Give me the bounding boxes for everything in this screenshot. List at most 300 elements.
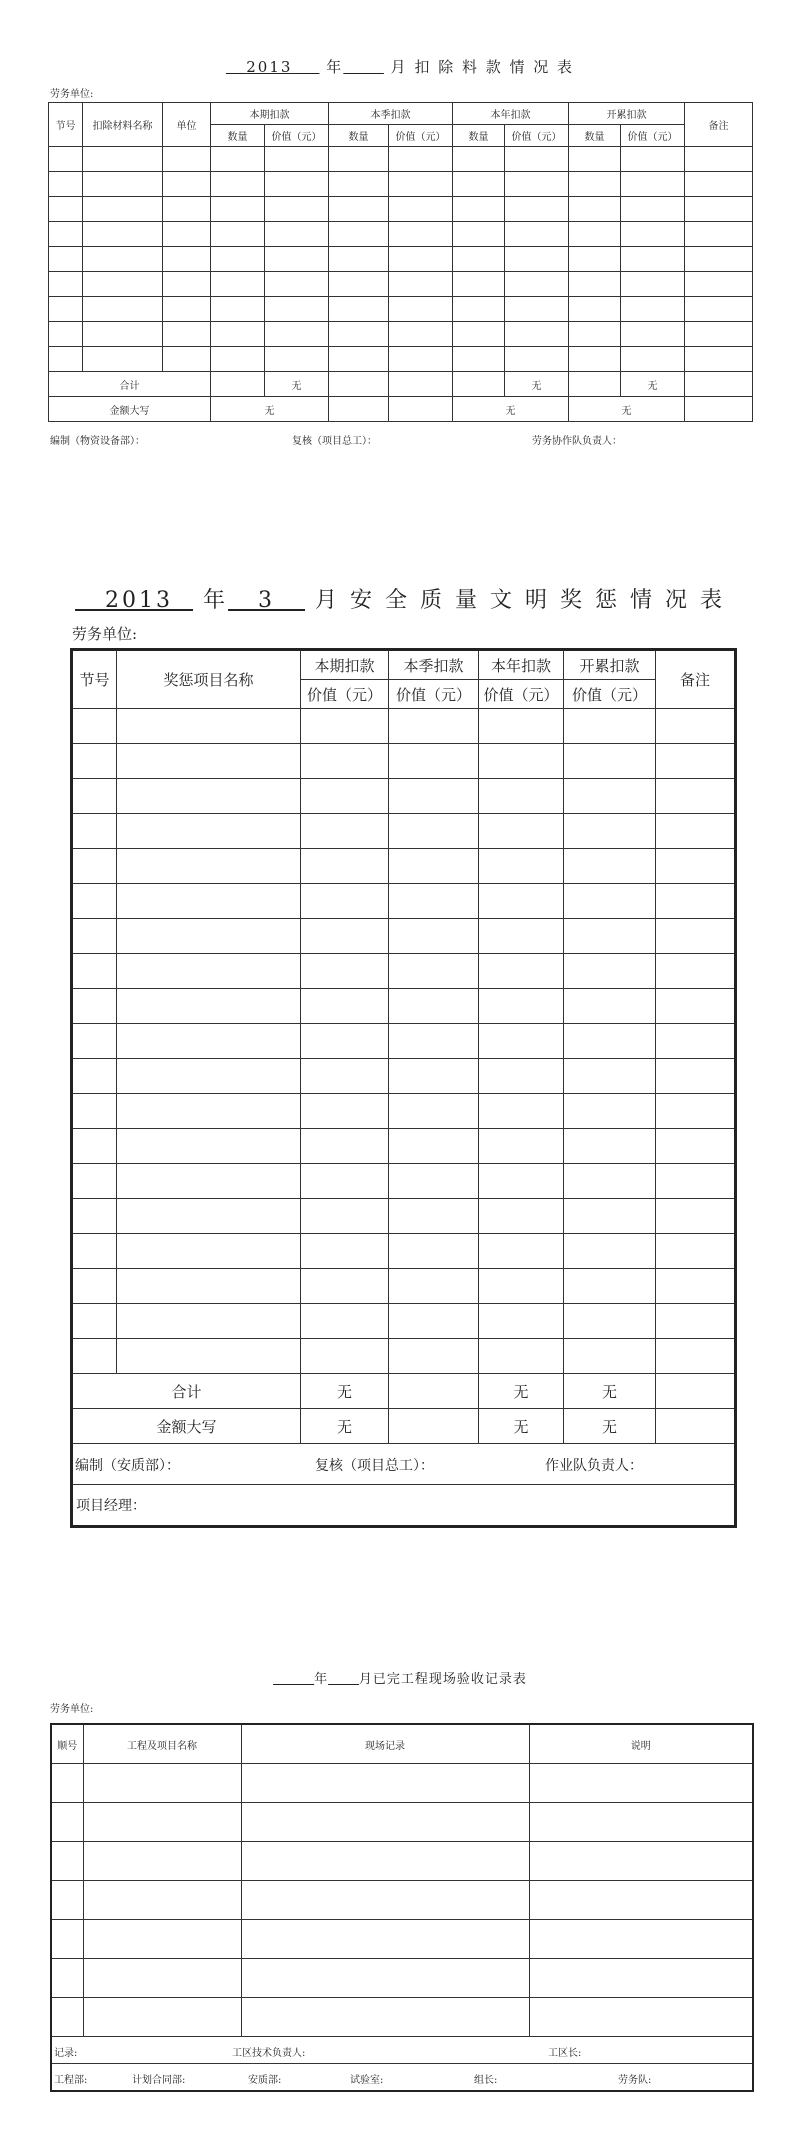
- table3-blank-cell[interactable]: [529, 1842, 753, 1881]
- table2-blank-cell[interactable]: [479, 814, 564, 849]
- table2-blank-cell[interactable]: [301, 989, 389, 1024]
- table2-blank-cell[interactable]: [117, 1339, 301, 1374]
- total-cell[interactable]: [389, 372, 453, 397]
- table2-blank-cell[interactable]: [564, 814, 656, 849]
- table2-blank-cell[interactable]: [389, 709, 479, 744]
- table3-blank-cell[interactable]: [51, 1881, 83, 1920]
- table2-blank-cell[interactable]: [389, 814, 479, 849]
- table2-blank-cell[interactable]: [479, 1304, 564, 1339]
- table2-blank-cell[interactable]: [656, 919, 736, 954]
- table2-title-year: 2013: [105, 588, 174, 613]
- table2-blank-cell[interactable]: [72, 1024, 117, 1059]
- table1-blank-cell[interactable]: [83, 247, 163, 272]
- table2-blank-cell[interactable]: [72, 1199, 117, 1234]
- table1-blank-cell[interactable]: [83, 322, 163, 347]
- table2-blank-cell[interactable]: [72, 1304, 117, 1339]
- table2-blank-cell[interactable]: [564, 919, 656, 954]
- table2-blank-cell[interactable]: [656, 709, 736, 744]
- total-year-value: 无: [479, 1374, 564, 1409]
- table3-footer-contract: 计划合同部:: [132, 2075, 186, 2086]
- table1-blank-cell[interactable]: [685, 272, 753, 297]
- table2-blank-cell[interactable]: [72, 1164, 117, 1199]
- table1-blank-cell[interactable]: [685, 197, 753, 222]
- table3-blank-cell[interactable]: [241, 1959, 529, 1998]
- table2-blank-cell[interactable]: [72, 814, 117, 849]
- table1-blank-cell[interactable]: [569, 147, 621, 172]
- table2-blank-cell[interactable]: [301, 1024, 389, 1059]
- table1-blank-cell[interactable]: [163, 297, 211, 322]
- table2-blank-cell[interactable]: [564, 989, 656, 1024]
- table2-blank-cell[interactable]: [656, 989, 736, 1024]
- table1-blank-cell[interactable]: [685, 222, 753, 247]
- table1-blank-cell[interactable]: [83, 147, 163, 172]
- table1-blank-cell[interactable]: [329, 247, 389, 272]
- table2-blank-cell[interactable]: [301, 744, 389, 779]
- table2-blank-cell[interactable]: [301, 814, 389, 849]
- col-header-quarter: 本季扣款: [389, 650, 479, 680]
- table3-blank-cell[interactable]: [83, 1920, 241, 1959]
- table2-unit-label: 劳务单位:: [72, 625, 138, 643]
- total-cell[interactable]: [685, 372, 753, 397]
- table1-blank-cell[interactable]: [163, 322, 211, 347]
- table2-blank-cell[interactable]: [564, 1339, 656, 1374]
- table1-blank-cell[interactable]: [569, 322, 621, 347]
- table2-blank-cell[interactable]: [389, 779, 479, 814]
- table2-blank-cell[interactable]: [479, 954, 564, 989]
- total-cell[interactable]: [453, 372, 505, 397]
- table2-blank-cell[interactable]: [301, 1129, 389, 1164]
- table1-blank-cell[interactable]: [453, 172, 505, 197]
- table1-blank-cell[interactable]: [49, 197, 83, 222]
- table1-blank-cell[interactable]: [211, 247, 265, 272]
- table1-blank-cell[interactable]: [453, 322, 505, 347]
- table1-blank-cell[interactable]: [569, 197, 621, 222]
- table1-blank-cell[interactable]: [49, 222, 83, 247]
- table2-blank-cell[interactable]: [72, 884, 117, 919]
- table2-blank-cell[interactable]: [479, 989, 564, 1024]
- table2-blank-cell[interactable]: [72, 744, 117, 779]
- table1-blank-cell[interactable]: [211, 222, 265, 247]
- table1-blank-cell[interactable]: [569, 172, 621, 197]
- table1-blank-cell[interactable]: [569, 297, 621, 322]
- table3-blank-cell[interactable]: [241, 1764, 529, 1803]
- table2-blank-cell[interactable]: [117, 884, 301, 919]
- col-header-no: 顺号: [51, 1724, 83, 1764]
- table1-blank-cell[interactable]: [163, 247, 211, 272]
- table2-blank-cell[interactable]: [656, 1024, 736, 1059]
- table2-blank-cell[interactable]: [72, 779, 117, 814]
- table2-blank-cell[interactable]: [564, 1234, 656, 1269]
- table1-blank-cell[interactable]: [265, 247, 329, 272]
- table2-blank-cell[interactable]: [301, 1304, 389, 1339]
- table2-blank-cell[interactable]: [564, 1129, 656, 1164]
- table2-blank-cell[interactable]: [479, 1024, 564, 1059]
- table1-blank-cell[interactable]: [569, 272, 621, 297]
- table2-blank-cell[interactable]: [389, 1234, 479, 1269]
- table2-blank-cell[interactable]: [117, 1094, 301, 1129]
- table3-blank-cell[interactable]: [529, 1920, 753, 1959]
- table1-blank-cell[interactable]: [329, 297, 389, 322]
- table2-blank-cell[interactable]: [389, 849, 479, 884]
- table3-blank-cell[interactable]: [51, 1803, 83, 1842]
- table1-blank-cell[interactable]: [329, 322, 389, 347]
- table3-blank-cell[interactable]: [241, 1881, 529, 1920]
- table1-blank-cell[interactable]: [685, 247, 753, 272]
- table1-blank-cell[interactable]: [329, 272, 389, 297]
- table2-blank-cell[interactable]: [656, 1234, 736, 1269]
- table1-blank-cell[interactable]: [265, 322, 329, 347]
- table3-blank-cell[interactable]: [51, 1920, 83, 1959]
- table2-blank-cell[interactable]: [479, 1059, 564, 1094]
- table1-blank-cell[interactable]: [621, 247, 685, 272]
- table1-blank-cell[interactable]: [49, 322, 83, 347]
- table2-blank-cell[interactable]: [301, 1269, 389, 1304]
- table2-blank-cell[interactable]: [117, 1199, 301, 1234]
- total-cell[interactable]: [329, 372, 389, 397]
- table2-blank-cell[interactable]: [389, 1164, 479, 1199]
- table2-blank-cell[interactable]: [72, 1094, 117, 1129]
- table3-blank-row: [51, 1764, 753, 1803]
- table3-blank-cell[interactable]: [529, 1881, 753, 1920]
- table2-blank-cell[interactable]: [656, 814, 736, 849]
- table2-blank-cell[interactable]: [301, 709, 389, 744]
- table1-blank-cell[interactable]: [505, 297, 569, 322]
- table2-blank-cell[interactable]: [117, 709, 301, 744]
- table1-blank-cell[interactable]: [211, 322, 265, 347]
- table1-blank-cell[interactable]: [685, 147, 753, 172]
- amount-cell[interactable]: [329, 397, 389, 422]
- table2-blank-cell[interactable]: [656, 1269, 736, 1304]
- table3-blank-cell[interactable]: [241, 1803, 529, 1842]
- table1-blank-cell[interactable]: [685, 297, 753, 322]
- table2-blank-cell[interactable]: [301, 884, 389, 919]
- table2-blank-cell[interactable]: [72, 1339, 117, 1374]
- table2-blank-cell[interactable]: [117, 919, 301, 954]
- total-cell[interactable]: [569, 372, 621, 397]
- table2-blank-cell[interactable]: [656, 884, 736, 919]
- table2-blank-cell[interactable]: [479, 1129, 564, 1164]
- table1-blank-cell[interactable]: [83, 222, 163, 247]
- table2-blank-cell[interactable]: [117, 954, 301, 989]
- sub-header-value: 价值（元）: [301, 680, 389, 709]
- table1-blank-cell[interactable]: [49, 347, 83, 372]
- table2-blank-cell[interactable]: [72, 709, 117, 744]
- table1-blank-cell[interactable]: [389, 347, 453, 372]
- table2-blank-cell[interactable]: [389, 884, 479, 919]
- table1-blank-cell[interactable]: [163, 222, 211, 247]
- table2-blank-cell[interactable]: [117, 1024, 301, 1059]
- table1-blank-cell[interactable]: [49, 247, 83, 272]
- table1-blank-cell[interactable]: [329, 222, 389, 247]
- table3-blank-cell[interactable]: [83, 1803, 241, 1842]
- table2-blank-cell[interactable]: [72, 849, 117, 884]
- table3-blank-cell[interactable]: [51, 1842, 83, 1881]
- table1-blank-cell[interactable]: [621, 322, 685, 347]
- table2-blank-cell[interactable]: [656, 849, 736, 884]
- table2-blank-cell[interactable]: [479, 709, 564, 744]
- total-current-value: 无: [265, 372, 329, 397]
- table1-blank-cell[interactable]: [569, 247, 621, 272]
- table2-blank-cell[interactable]: [301, 849, 389, 884]
- table2-blank-cell[interactable]: [301, 919, 389, 954]
- table1-blank-cell[interactable]: [389, 272, 453, 297]
- table1-blank-cell[interactable]: [211, 172, 265, 197]
- table1-blank-cell[interactable]: [453, 297, 505, 322]
- table2-blank-cell[interactable]: [564, 1024, 656, 1059]
- table1-blank-cell[interactable]: [211, 272, 265, 297]
- table2-blank-cell[interactable]: [389, 919, 479, 954]
- table3-blank-cell[interactable]: [529, 1803, 753, 1842]
- amount-cumulative-value: 无: [564, 1409, 656, 1444]
- table3-title-text: 月已完工程现场验收记录表: [358, 1672, 527, 1687]
- table2-blank-cell[interactable]: [389, 954, 479, 989]
- table3-blank-cell[interactable]: [51, 1764, 83, 1803]
- table2-blank-cell[interactable]: [117, 1164, 301, 1199]
- table1-blank-cell[interactable]: [505, 222, 569, 247]
- table1-blank-cell[interactable]: [505, 272, 569, 297]
- table2-blank-cell[interactable]: [479, 744, 564, 779]
- col-header-record: 现场记录: [241, 1724, 529, 1764]
- table2-blank-cell[interactable]: [564, 1094, 656, 1129]
- table1-blank-row: [49, 347, 753, 372]
- table2-blank-cell[interactable]: [564, 1304, 656, 1339]
- table1-blank-cell[interactable]: [453, 222, 505, 247]
- table2-blank-cell[interactable]: [72, 1059, 117, 1094]
- table1-blank-cell[interactable]: [621, 147, 685, 172]
- table2-blank-cell[interactable]: [479, 1164, 564, 1199]
- table2-blank-cell[interactable]: [656, 1094, 736, 1129]
- table2-blank-cell[interactable]: [117, 814, 301, 849]
- table2-blank-cell[interactable]: [564, 1269, 656, 1304]
- table1-blank-cell[interactable]: [265, 297, 329, 322]
- table2-blank-cell[interactable]: [564, 1199, 656, 1234]
- table1-blank-cell[interactable]: [685, 172, 753, 197]
- table1-blank-cell[interactable]: [329, 147, 389, 172]
- table1-blank-cell[interactable]: [389, 147, 453, 172]
- table1-blank-cell[interactable]: [83, 347, 163, 372]
- table1-blank-cell[interactable]: [685, 322, 753, 347]
- table2-blank-cell[interactable]: [117, 1234, 301, 1269]
- table1-blank-cell[interactable]: [163, 197, 211, 222]
- table2-blank-cell[interactable]: [72, 919, 117, 954]
- table2-blank-cell[interactable]: [117, 744, 301, 779]
- table1-blank-cell[interactable]: [83, 272, 163, 297]
- table1-blank-cell[interactable]: [83, 297, 163, 322]
- table3-blank-cell[interactable]: [51, 1998, 83, 2037]
- table2-blank-cell[interactable]: [72, 989, 117, 1024]
- table2-blank-cell[interactable]: [564, 954, 656, 989]
- table1-blank-cell[interactable]: [389, 322, 453, 347]
- table3-blank-cell[interactable]: [241, 1920, 529, 1959]
- table2-blank-cell[interactable]: [389, 1094, 479, 1129]
- table2-blank-cell[interactable]: [564, 709, 656, 744]
- table2-blank-cell[interactable]: [656, 954, 736, 989]
- table1-blank-cell[interactable]: [621, 272, 685, 297]
- table2-blank-cell[interactable]: [117, 1059, 301, 1094]
- table1-blank-cell[interactable]: [621, 297, 685, 322]
- table3-blank-cell[interactable]: [83, 1881, 241, 1920]
- table1-blank-cell[interactable]: [505, 147, 569, 172]
- table1-blank-cell[interactable]: [49, 172, 83, 197]
- table1-blank-cell[interactable]: [211, 347, 265, 372]
- table1-blank-cell[interactable]: [453, 272, 505, 297]
- table2-blank-row: [72, 1339, 736, 1374]
- table2-blank-cell[interactable]: [656, 1199, 736, 1234]
- table1-blank-cell[interactable]: [621, 222, 685, 247]
- table2-blank-cell[interactable]: [479, 1234, 564, 1269]
- table2-blank-cell[interactable]: [479, 919, 564, 954]
- table2-blank-cell[interactable]: [479, 1094, 564, 1129]
- table2-blank-cell[interactable]: [301, 1234, 389, 1269]
- table2-blank-cell[interactable]: [479, 884, 564, 919]
- table1-blank-cell[interactable]: [389, 197, 453, 222]
- total-cell[interactable]: [656, 1374, 736, 1409]
- table2-blank-cell[interactable]: [479, 1339, 564, 1374]
- col-header-current: 本期扣款: [211, 103, 329, 125]
- table2-blank-cell[interactable]: [479, 779, 564, 814]
- table2-blank-cell[interactable]: [479, 1269, 564, 1304]
- table2-blank-cell[interactable]: [72, 1129, 117, 1164]
- table2-blank-cell[interactable]: [564, 744, 656, 779]
- table1-blank-cell[interactable]: [265, 147, 329, 172]
- table2-blank-cell[interactable]: [479, 1199, 564, 1234]
- table1-blank-cell[interactable]: [265, 272, 329, 297]
- table2-blank-cell[interactable]: [564, 1059, 656, 1094]
- table2-blank-cell[interactable]: [479, 849, 564, 884]
- table2-blank-cell[interactable]: [389, 1339, 479, 1374]
- table3-blank-cell[interactable]: [529, 1959, 753, 1998]
- table1-blank-cell[interactable]: [389, 247, 453, 272]
- table2-blank-cell[interactable]: [564, 779, 656, 814]
- table2-blank-cell[interactable]: [389, 1304, 479, 1339]
- table1-blank-cell[interactable]: [569, 222, 621, 247]
- table1-blank-cell[interactable]: [329, 172, 389, 197]
- table2-blank-cell[interactable]: [389, 1129, 479, 1164]
- table2-blank-cell[interactable]: [389, 1059, 479, 1094]
- table1-blank-cell[interactable]: [569, 347, 621, 372]
- table1-blank-cell[interactable]: [389, 297, 453, 322]
- table3-blank-cell[interactable]: [529, 1764, 753, 1803]
- table1-blank-cell[interactable]: [211, 147, 265, 172]
- table2-blank-cell[interactable]: [389, 989, 479, 1024]
- amount-current-value: 无: [211, 397, 329, 422]
- table1-blank-cell[interactable]: [453, 347, 505, 372]
- amount-cell[interactable]: [685, 397, 753, 422]
- table3-blank-cell[interactable]: [83, 1998, 241, 2037]
- table2-blank-cell[interactable]: [656, 1129, 736, 1164]
- table1-blank-cell[interactable]: [329, 197, 389, 222]
- table1-blank-cell[interactable]: [265, 197, 329, 222]
- table2-blank-cell[interactable]: [117, 989, 301, 1024]
- table1-blank-cell[interactable]: [163, 172, 211, 197]
- table2-blank-cell[interactable]: [301, 1339, 389, 1374]
- table1-blank-cell[interactable]: [505, 347, 569, 372]
- col-header-item: 工程及项目名称: [83, 1724, 241, 1764]
- table1-blank-cell[interactable]: [265, 222, 329, 247]
- table2-blank-cell[interactable]: [656, 779, 736, 814]
- table1-blank-cell[interactable]: [621, 172, 685, 197]
- table2-blank-cell[interactable]: [117, 849, 301, 884]
- table1-blank-cell[interactable]: [453, 197, 505, 222]
- amount-cell[interactable]: [656, 1409, 736, 1444]
- table3-blank-cell[interactable]: [241, 1842, 529, 1881]
- table3-blank-cell[interactable]: [241, 1998, 529, 2037]
- table1-blank-row: [49, 222, 753, 247]
- table1-blank-cell[interactable]: [163, 272, 211, 297]
- table3-blank-cell[interactable]: [83, 1764, 241, 1803]
- table1-blank-cell[interactable]: [505, 172, 569, 197]
- table3-blank-cell[interactable]: [529, 1998, 753, 2037]
- table2-blank-cell[interactable]: [117, 1129, 301, 1164]
- table1-blank-cell[interactable]: [621, 197, 685, 222]
- table1-blank-cell[interactable]: [265, 347, 329, 372]
- table2-blank-cell[interactable]: [301, 1094, 389, 1129]
- total-cell[interactable]: [211, 372, 265, 397]
- table1-blank-cell[interactable]: [83, 172, 163, 197]
- table2-blank-cell[interactable]: [564, 884, 656, 919]
- table3-blank-cell[interactable]: [83, 1842, 241, 1881]
- table2-blank-cell[interactable]: [72, 1269, 117, 1304]
- table1-blank-cell[interactable]: [211, 197, 265, 222]
- table2-blank-cell[interactable]: [389, 744, 479, 779]
- table1-blank-cell[interactable]: [49, 272, 83, 297]
- table2-blank-cell[interactable]: [117, 779, 301, 814]
- table2-blank-cell[interactable]: [301, 1164, 389, 1199]
- table2-blank-cell[interactable]: [117, 1304, 301, 1339]
- table2-blank-cell[interactable]: [564, 849, 656, 884]
- table2-blank-cell[interactable]: [117, 1269, 301, 1304]
- table2-blank-cell[interactable]: [301, 779, 389, 814]
- table3-blank-cell[interactable]: [51, 1959, 83, 1998]
- table2-blank-cell[interactable]: [564, 1164, 656, 1199]
- table2-blank-cell[interactable]: [389, 1199, 479, 1234]
- table1-blank-cell[interactable]: [163, 347, 211, 372]
- table1-blank-cell[interactable]: [163, 147, 211, 172]
- table2-blank-cell[interactable]: [656, 1164, 736, 1199]
- table1-blank-cell[interactable]: [685, 347, 753, 372]
- table1-blank-cell[interactable]: [389, 222, 453, 247]
- table2-blank-cell[interactable]: [301, 1199, 389, 1234]
- table1-blank-cell[interactable]: [505, 247, 569, 272]
- table3-blank-cell[interactable]: [83, 1959, 241, 1998]
- table2-blank-cell[interactable]: [656, 1304, 736, 1339]
- table2-blank-cell[interactable]: [72, 954, 117, 989]
- table1-blank-cell[interactable]: [621, 347, 685, 372]
- table2-blank-cell[interactable]: [656, 744, 736, 779]
- table2-blank-cell[interactable]: [389, 1269, 479, 1304]
- table1-blank-cell[interactable]: [329, 347, 389, 372]
- amount-cell[interactable]: [389, 1409, 479, 1444]
- table1-blank-cell[interactable]: [505, 197, 569, 222]
- table1-blank-cell[interactable]: [49, 297, 83, 322]
- table1-blank-cell[interactable]: [83, 197, 163, 222]
- amount-cell[interactable]: [389, 397, 453, 422]
- table2-blank-cell[interactable]: [72, 1234, 117, 1269]
- table1-blank-cell[interactable]: [453, 247, 505, 272]
- table2-blank-cell[interactable]: [656, 1059, 736, 1094]
- table1-blank-cell[interactable]: [265, 172, 329, 197]
- table2-blank-cell[interactable]: [656, 1339, 736, 1374]
- table2-blank-cell[interactable]: [389, 1024, 479, 1059]
- table1-blank-cell[interactable]: [389, 172, 453, 197]
- table1-blank-cell[interactable]: [49, 147, 83, 172]
- table2-blank-cell[interactable]: [301, 954, 389, 989]
- table2-blank-cell[interactable]: [301, 1059, 389, 1094]
- table1-blank-cell[interactable]: [453, 147, 505, 172]
- table1-blank-cell[interactable]: [211, 297, 265, 322]
- total-cell[interactable]: [389, 1374, 479, 1409]
- table1-blank-cell[interactable]: [505, 322, 569, 347]
